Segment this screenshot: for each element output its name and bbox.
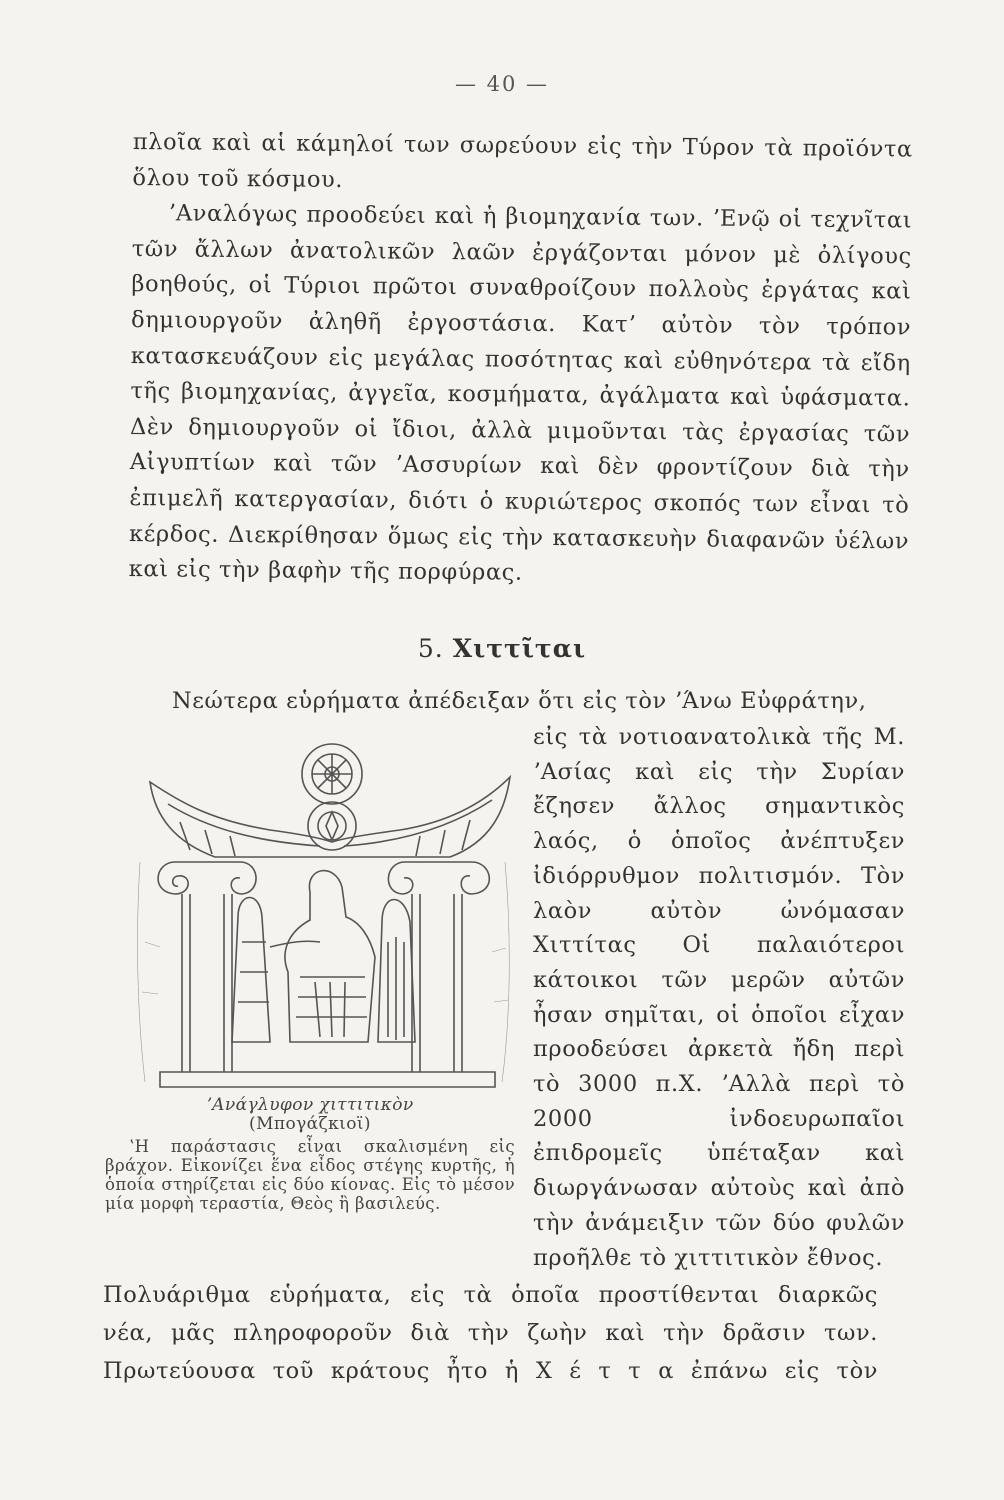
hittite-relief-figure — [120, 742, 520, 1092]
section-heading — [0, 634, 1004, 663]
bottom-line-3: Πρωτεύουσα τοῦ κράτους ἦτο ἡ Χ έ τ τ α ἐπάνω εἰς τὸν — [103, 1358, 878, 1384]
page-number: — 40 — — [454, 72, 550, 96]
section-number: 5. — [417, 634, 444, 663]
figure-subtitle: (Μπογάζκιοϊ) — [249, 1114, 371, 1134]
paragraph-industry: ʼΑναλόγως προοδεύει καὶ ἡ βιομηχανία των. ʼΕνῷ οἱ τεχνῖται τῶν ἄλλων ἀνατολικῶν λαῶν ἐργάζονται μόνον μὲ ὀλίγους βοηθούς, οἱ Τύριοι πρῶτοι συναθροίζουν πολλοὺς ἐργάτας καὶ δημιουργοῦν ἀληθῆ ἐργοστάσια. Κατʼ αὐτὸν τὸν τρόπον κατασκευάζουν εἰς μεγάλας ποσότητας καὶ εὐθηνότερα τὰ εἴδη τῆς βιομηχανίας, ἀγγεῖα, κοσμήματα, ἀγάλματα καὶ ὑφάσματα. Δὲν δημιουργοῦν οἱ ἴδιοι, ἀλλὰ μιμοῦνται τὰς ἐργασίας τῶν Αἰγυπτίων καὶ τῶν ʼΑσσυρίων καὶ δὲν φροντίζουν διὰ τὴν ἐπιμελῆ κατεργασίαν, διότι ὁ κυριώτερος σκοπός των εἶναι τὸ κέρδος. Διεκρίθησαν ὅμως εἰς τὴν κατασκευὴν διαφανῶν ὑέλων καὶ εἰς τὴν βαφὴν τῆς πορφύρας. — [128, 200, 913, 586]
section-title: Χιττῖται — [452, 634, 587, 663]
top-paragraphs — [129, 125, 913, 595]
side-column-text: εἰς τὰ νοτιοανατολικὰ τῆς Μ. ʼΑσίας καὶ εἰς τὴν Συρίαν ἔζησεν ἄλλος σημαντικὸς λαός, ὁ ὁποῖος ἀνέπτυξεν ἰδιόρρυθμον πολιτισμόν. Τὸν λαὸν αὐτὸν ὠνόμασαν Χιττίτας Οἱ παλαιότεροι κάτοικοι τῶν μερῶν αὐτῶν ἦσαν σημῖται, οἱ ὁποῖοι εἶχαν προοδεύσει ἀρκετὰ ἤδη περὶ τὸ 3000 π.Χ. ʼΑλλὰ περὶ τὸ 2000 ἰνδοευρωπαῖοι ἐπιδρομεῖς ὑπέταξαν καὶ διωργάνωσαν αὐτοὺς καὶ ἀπὸ τὴν ἀνάμειξιν τῶν δύο φυλῶν προῆλθε τὸ χιττιτικὸν ἔθνος. — [533, 724, 905, 1271]
figure-description: ʽΗ παράστασις εἶναι σκαλισμένη εἰς βράχον. Εἰκονίζει ἕνα εἶδος στέγης κυρτῆς, ἡ ὁποία στηρίζεται εἰς δύο κίονας. Εἰς τὸ μέσον μία μορφὴ τεραστία, Θεὸς ἢ βασιλεύς. — [105, 1137, 515, 1213]
bottom-line-2: νέα, μᾶς πληροφοροῦν διὰ τὴν ζωὴν καὶ τὴν δρᾶσιν των. — [103, 1320, 878, 1346]
relief-drawing — [120, 742, 520, 1092]
bottom-paragraph — [103, 1276, 878, 1390]
figure-caption — [105, 1096, 515, 1213]
intro-line: Νεώτερα εὑρήματα ἀπέδειξαν ὅτι εἰς τὸν ʼΆνω Εὐφράτην, — [172, 688, 867, 714]
paragraph-continuation: πλοῖα καὶ αἱ κάμηλοί των σωρεύουν εἰς τὴν Τύρον τὰ προϊόντα ὅλου τοῦ κόσμου. — [132, 128, 913, 193]
figure-title: ʼΑνάγλυφον χιττιτικὸν — [206, 1095, 414, 1115]
bottom-line-1: Πολυάριθμα εὑρήματα, εἰς τὰ ὁποῖα προστίθενται διαρκῶς — [103, 1282, 878, 1308]
